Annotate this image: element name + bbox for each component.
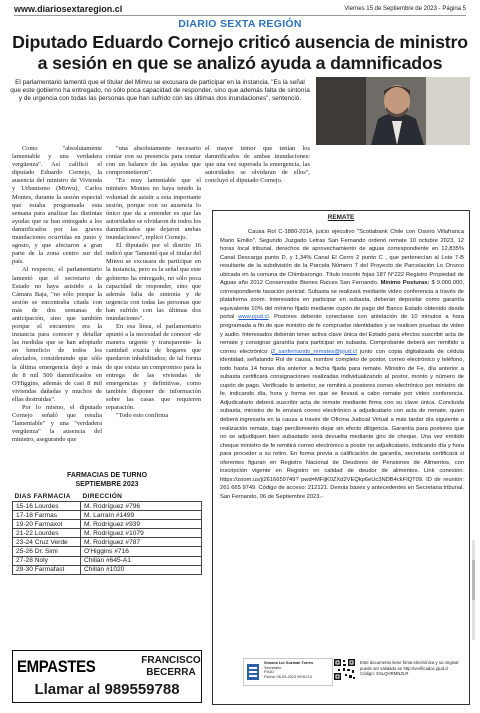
signer-date: Fecha: 06-09-2023 09:50:13 [264, 674, 312, 679]
paragraph: En esa línea, el parlamentario apuntó a la necesidad de conocer -de manera urgente y transparente- la cantidad exacta de hogares que quedaron inhabilitados; de tal forma de que exista un compromiso para la entrega de las viviendas de emergencias y definitivas, como también disponer de información sobre las casas que requieren reparación. [106, 323, 201, 411]
table-cell: 15-16 Lourdes [13, 502, 81, 511]
table-cell: M. Larraín #1499 [81, 511, 202, 520]
article-column-2 [106, 145, 201, 420]
pjud-logo-icon [244, 659, 262, 685]
column-header: DIRECCIÓN [82, 493, 123, 500]
table-cell: 27-28 Noly [13, 556, 81, 565]
table-cell: Chillán #645-A1 [81, 556, 202, 565]
table-row [13, 511, 202, 520]
remate-body [220, 228, 464, 502]
table-cell: M. Rodríguez #796 [81, 502, 202, 511]
paragraph: Al respecto, el parlamentario lamentó que el secretario de Estado no haya asistido a la Cámara Baja, "no sólo porque la sesión se encontraba citada con más de dos semanas de anticipación, sino que también porque el encuentro era la instancia para conocer y detallar las medidas que se han adoptado en beneficio de todos los afectados, considerando que sólo la última emergencia dejó a más de 8 mil 500 damnificados en O'Higgins, además de casi 8 mil viviendas dañadas y muchos de ellas destruidas". [12, 266, 102, 403]
verification-code: Código: XSLQHRMNZLR [360, 671, 409, 676]
email-link[interactable]: j2_sanfernando_remates@pjud.cl [270, 348, 357, 355]
headline: Diputado Eduardo Cornejo criticó ausencia de ministro a sesión en que se analizó ayuda a damnificados [12, 32, 468, 73]
table-row [13, 547, 202, 556]
table-cell: O'Higgins #716 [81, 547, 202, 556]
paragraph: "Todo esto confirma [116, 412, 169, 420]
table-cell: Chillán #1020 [81, 565, 202, 574]
deputy-photo-image [316, 77, 470, 145]
remate-text-2: $ 9.000.000, correspondiente tasación pericial. Subasta se realizará mediante video conferencia a través de plataforma zoom. Interesados en participar en subasta, deberán depositar como garantía equivalente 10% del mínimo fijado mediante cupón de pago del Banco Estado obtenido desde portal [220, 280, 464, 321]
table-cell: M. Rodríguez #939 [81, 520, 202, 529]
paragraph: Como "absolutamente lamentable y una verdadera vergüenza". Así calificó el diputado Eduardo Cornejo, la ausencia del ministro de Vivienda y Urbanismo (Minvu), Carlos Montes, durante la sesión especial que estaba programada esta semana para analizar las distintas ayudas que se han entregado a los damnificados por las graves inundaciones ocurridas en junio y agosto, y que afectaron a gran parte de la zona centro sur del país. [12, 145, 102, 266]
empastes-ad [12, 650, 202, 703]
table-row [13, 565, 202, 574]
paragraph: El diputado por el distrito 16 indicó que "lamentó que el titular del Minvu se excusara de participar en la instancia, pero es la señal que este gobierno ha entregado, no sólo poca capacidad de responder, sino que además falta de sintonía y de urgencia con todas las personas que han sufrido con las últimas dos inundaciones". [106, 242, 201, 322]
table-cell: 29-30 Farmafast [13, 565, 81, 574]
signer-role: Secretario [264, 665, 282, 670]
pharmacy-table [12, 492, 202, 575]
table-cell: 23-24 Cruz Verde [13, 538, 81, 547]
top-bar [14, 2, 466, 16]
signer-name: Simona Lui Guzmán Torres [264, 661, 314, 665]
table-row [13, 529, 202, 538]
deputy-photo [316, 77, 470, 145]
table-cell: 17-18 Farmas [13, 511, 81, 520]
pharmacy-title-1: FARMACIAS DE TURNO [66, 472, 148, 479]
article-column-1 [12, 145, 102, 444]
table-row [13, 502, 202, 511]
table-header-row [13, 492, 202, 502]
site-url[interactable]: www.diariosextaregion.cl [14, 3, 123, 14]
verification-note [360, 660, 464, 677]
remate-text-4: junto con copia digitalizada de cédula identidad, señalando Rol de causa, nombre completo de postor, correo electrónico y teléfono, todo hasta 14 horas día anterior a fecha fijada para remate. Ministro de Fe, día anterior a subasta certificará consignaciones realizadas individualizando al postor, monto y número de cupón de pago. Verificado lo anterior, se remitirá a postores correo electrónico por ministro de fe, indicando día, hora y forma en que se llevará a cabo remate por video conferencia. Adjudicatario deberá suscribir acta de remate mediante firma con su clave única. Concluida subasta, ministro de fe enviará correo electrónico a adjudicatario con acta de remate, quien deberá ingresarla en la causa a través de Oficina Judicial Virtual a más tardar día siguiente a realización remate, bajo percibimiento dejar sin efecto diligencia. Garantía para postores que no se adjudiquen bien subastado será devuelta mediante giro de cheque. Una vez emitido cheque ministro de fe remitirá correo electrónico a postor no adjudicatario, indicando día y hora para proceder a su retiro. En forma previa a calificación de garantía, secretaria certificará si oferentes figuran en Registro Nacional de Deudores de Pensiones de Alimentos, con inscripción vigente en Registro en calidad de deudor de alimentos. Link conexión: https://zoom.us/j/2616659749? pwd=MFljK0ZXd2VEQkp6eUc3NDB4ckFIQT09. ID de reunión: 261 665 9749. Código de acceso: 212121. Demás bases y antecedentes en Secretaria tribunal. San Fernando, 06 de Septiembre 2023.- [220, 348, 464, 500]
ad-business-name: EMPASTES [17, 657, 96, 676]
paragraph: "una absolutamente necesario contar con su presencia para contar con un balance de las ayudas que comprometieron". [106, 145, 201, 177]
pharmacy-schedule [12, 472, 202, 575]
article-column-3 [205, 145, 310, 185]
verification-text: Este documento tiene firma electrónica y su original puede ser validado en http://verificadoc.pjud.cl [360, 660, 459, 671]
pharmacy-title-2: SEPTIEMBRE 2023 [75, 480, 139, 488]
table-cell: 19-20 Farmaxol [13, 520, 81, 529]
remate-text-3: . Postores deberán conectarse con antelación de 10 minutos a hora programada a fin de que ministro de fe compruebe identidades y se realicen pruebas de video y audio. Interesados deberán tener activa clave única del Estado para efectos suscribir acta de remate y consignar garantía para participar en subasta. Comprobante deberá ser remitido a correo electrónico [220, 314, 464, 355]
paragraph: Por lo mismo, el diputado Cornejo señaló que resulta "lamentable" y una "verdadera vergüenza" la ausencia del ministro, asegurando que [12, 404, 102, 444]
table-cell: 21-22 Lourdes [13, 529, 81, 538]
side-seal [470, 540, 477, 640]
pjud-link[interactable]: www.pjud.cl [238, 314, 269, 321]
table-row [13, 538, 202, 547]
signature-block [243, 658, 333, 686]
paragraph: el mayor temor que tenían los damnificados de ambas inundaciones: que una vez superada la emergencia, las autoridades se olvidaran de ellos", concluyó el diputado Cornejo. [205, 145, 310, 185]
ad-phone[interactable]: Llamar al 989559788 [34, 681, 180, 698]
qr-code-icon [333, 658, 356, 681]
remate-text-1: Causa Rol C-1880-2014, juicio ejecutivo "Scotiabank Chile con Osorio Villafranca Mario Emilio". Segundo Juzgado Letras San Fernando ordenó remate 10 octubre 2023, 12 horas local tribunal, derechos de aprovechamiento de aguas correspondiente en 12,835% Canal Descarga punto D, y 1,34% Canal El Cerro 2 punto C , que pertenecían al Lote 7-B resultante de la subdivisión de la Parcela Número 7 del Proyecto de Parcelación Lo Orozco ubicada en la comuna de Chimbarongo. Título inscrito fojas 187 N°222 Registro Propiedad de Aguas año 2012 Conservador Bienes Raíces San Fernando. [220, 229, 464, 287]
masthead: DIARIO SEXTA REGIÓN [178, 17, 302, 30]
table-row [13, 520, 202, 529]
paragraph: "Es muy lamentable que el ministro Montes no haya tenido la voluntad de asistir a esta importante sesión, porque con su ausencia lo único que da a entender es que las autoridades se olvidaron de todos los damnificados que dejaron ambas inundaciones", replicó Cornejo. [106, 177, 201, 242]
signer-court: PJUD [264, 670, 274, 675]
deck: El parlamentario lamentó que el titular del Minvu se excusara de participar en la instancia. "Es la señal que este gobierno ha entregado, no sólo poca capacidad de responder, sino que además falta de sintonía y de urgencia con todas las personas que han sufrido con las últimas dos inundaciones", sentenció. [10, 79, 310, 103]
table-cell: 25-26 Dr. Simi [13, 547, 81, 556]
remate-notice [212, 210, 470, 705]
remate-title: REMATE [327, 214, 355, 221]
table-row [13, 556, 202, 565]
ad-person-name: FRANCISCO BECERRA [141, 655, 201, 678]
table-cell: M. Rodríguez #787 [81, 538, 202, 547]
table-cell: M. Rodríguez #1079 [81, 529, 202, 538]
minimum-bid-label: Mínimo Posturas: [380, 280, 430, 287]
dateline: Viernes 15 de Septiembre de 2023 - Página 5 [344, 5, 466, 12]
column-header: DIAS FARMACIA [14, 493, 71, 500]
